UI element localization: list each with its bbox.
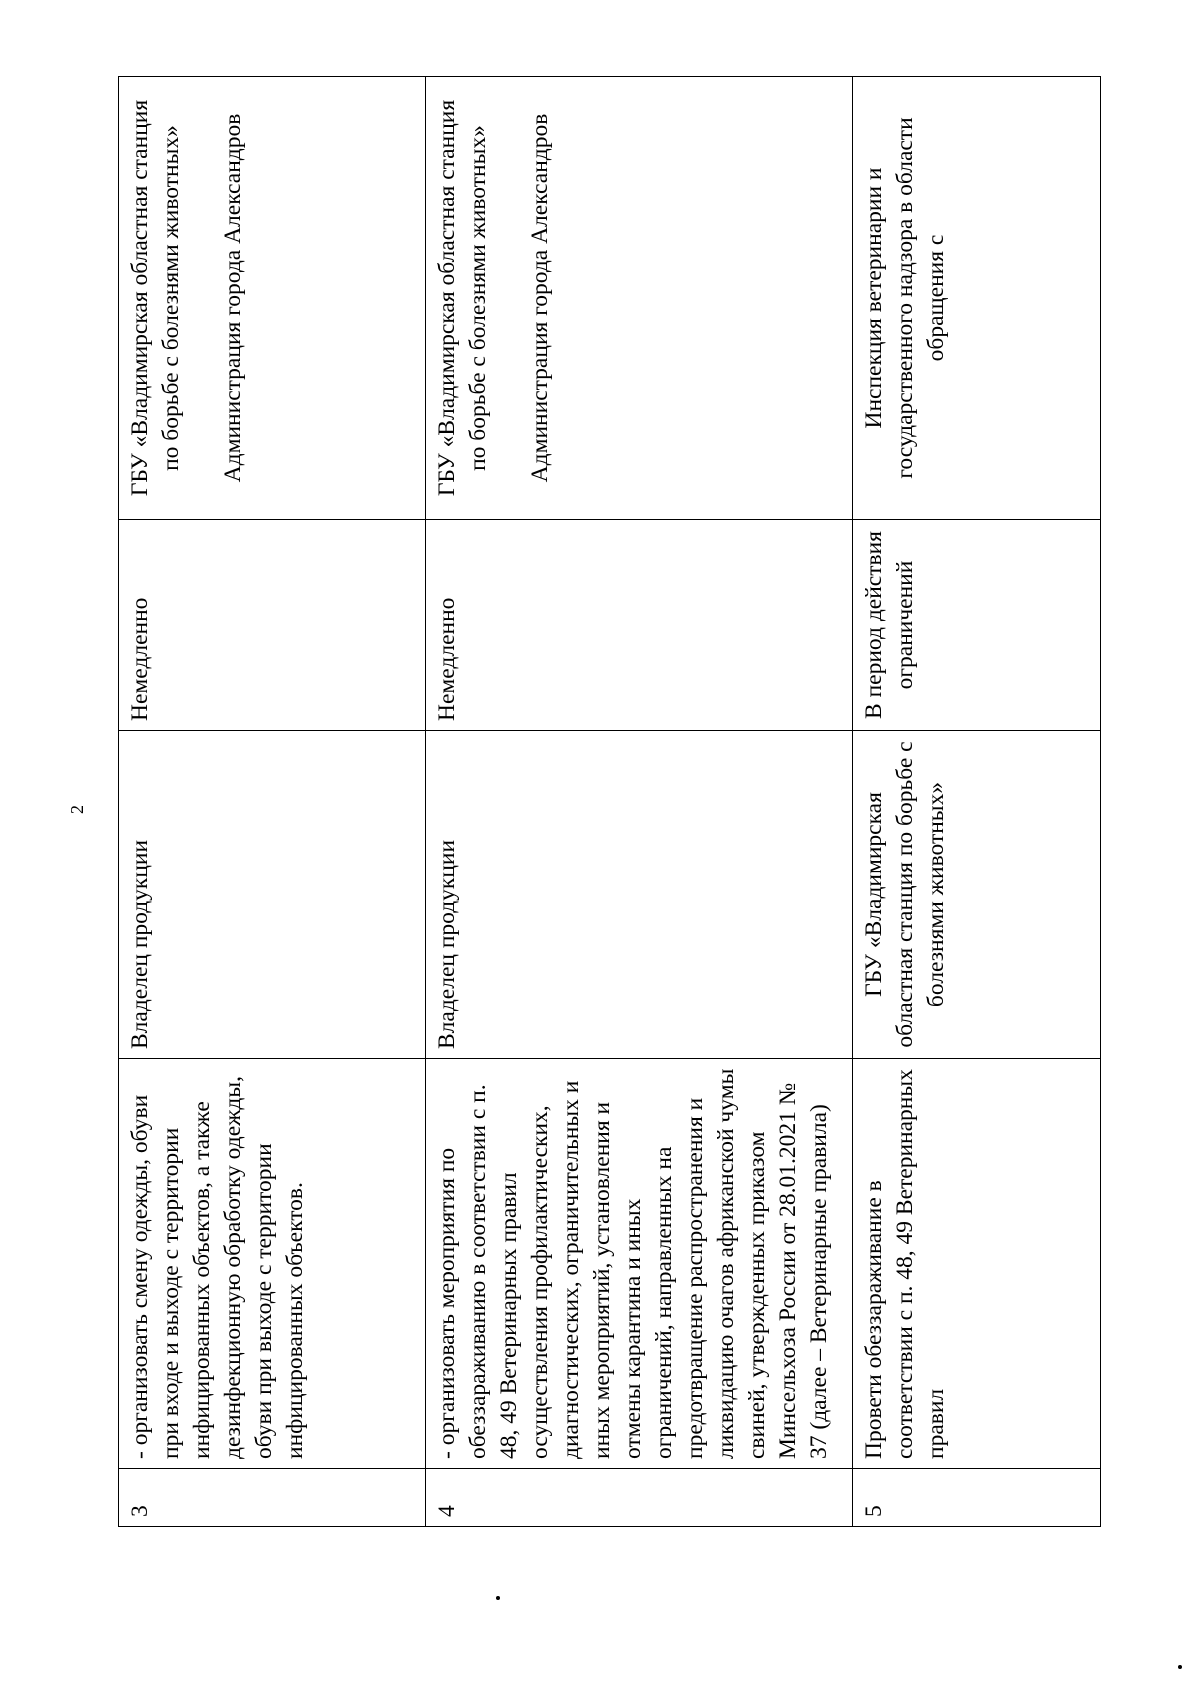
scan-speck xyxy=(1178,1665,1182,1669)
action-cell: Провети обеззараживание в соответствии с п. 48, 49 Ветеринарных правил xyxy=(853,1059,1101,1469)
row-number-cell: 4 xyxy=(426,1469,853,1527)
executor-cell: ГБУ «Владимирская областная станция по борьбе с болезнями животных» xyxy=(853,731,1101,1059)
table-row xyxy=(853,77,1101,1527)
responsible-cell xyxy=(853,77,1101,520)
action-cell: - организовать смену одежды, обуви при входе и выходе с территории инфицированных объектов, а также дезинфекционную обработку одежды, обуви при выходе с территории инфицированных объектов. xyxy=(119,1059,426,1469)
measures-table xyxy=(118,76,1101,1527)
responsible-admin: Администрация города Александров xyxy=(220,113,246,483)
responsible-org: ГБУ «Владимирская областная станция по борьбе с болезнями животных» xyxy=(127,99,184,497)
responsible-admin: Администрация города Александров xyxy=(527,113,553,483)
responsible-cell xyxy=(426,77,853,520)
scan-speck xyxy=(496,1596,500,1600)
term-cell: В период действия ограничений xyxy=(853,520,1101,731)
row-number-cell: 3 xyxy=(119,1469,426,1527)
responsible-cell xyxy=(119,77,426,520)
table-row xyxy=(119,77,426,1527)
term-cell: Немедленно xyxy=(119,520,426,731)
responsible-org: Инспекция ветеринарии и государственного надзора в области обращения с xyxy=(861,117,949,479)
responsible-org: ГБУ «Владимирская областная станция по борьбе с болезнями животных» xyxy=(434,99,491,497)
table-row xyxy=(426,77,853,1527)
executor-cell: Владелец продукции xyxy=(426,731,853,1059)
executor-cell: Владелец продукции xyxy=(119,731,426,1059)
action-cell: - организовать мероприятия по обеззараживанию в соответствии с п. 48, 49 Ветеринарных правил осуществления профилактических, диагностических, ограничительных и иных мероприятий, установления и отмены карантина и иных ограничений, направленных на предотвращение распространения и ликвидацию очагов африканской чумы свиней, утвержденных приказом Минсельхоза России от 28.01.2021 № 37 (далее – Ветеринарные правила) xyxy=(426,1059,853,1469)
rotated-table-container xyxy=(118,77,1101,1527)
page-number: 2 xyxy=(67,805,87,814)
row-number-cell: 5 xyxy=(853,1469,1101,1527)
term-cell: Немедленно xyxy=(426,520,853,731)
